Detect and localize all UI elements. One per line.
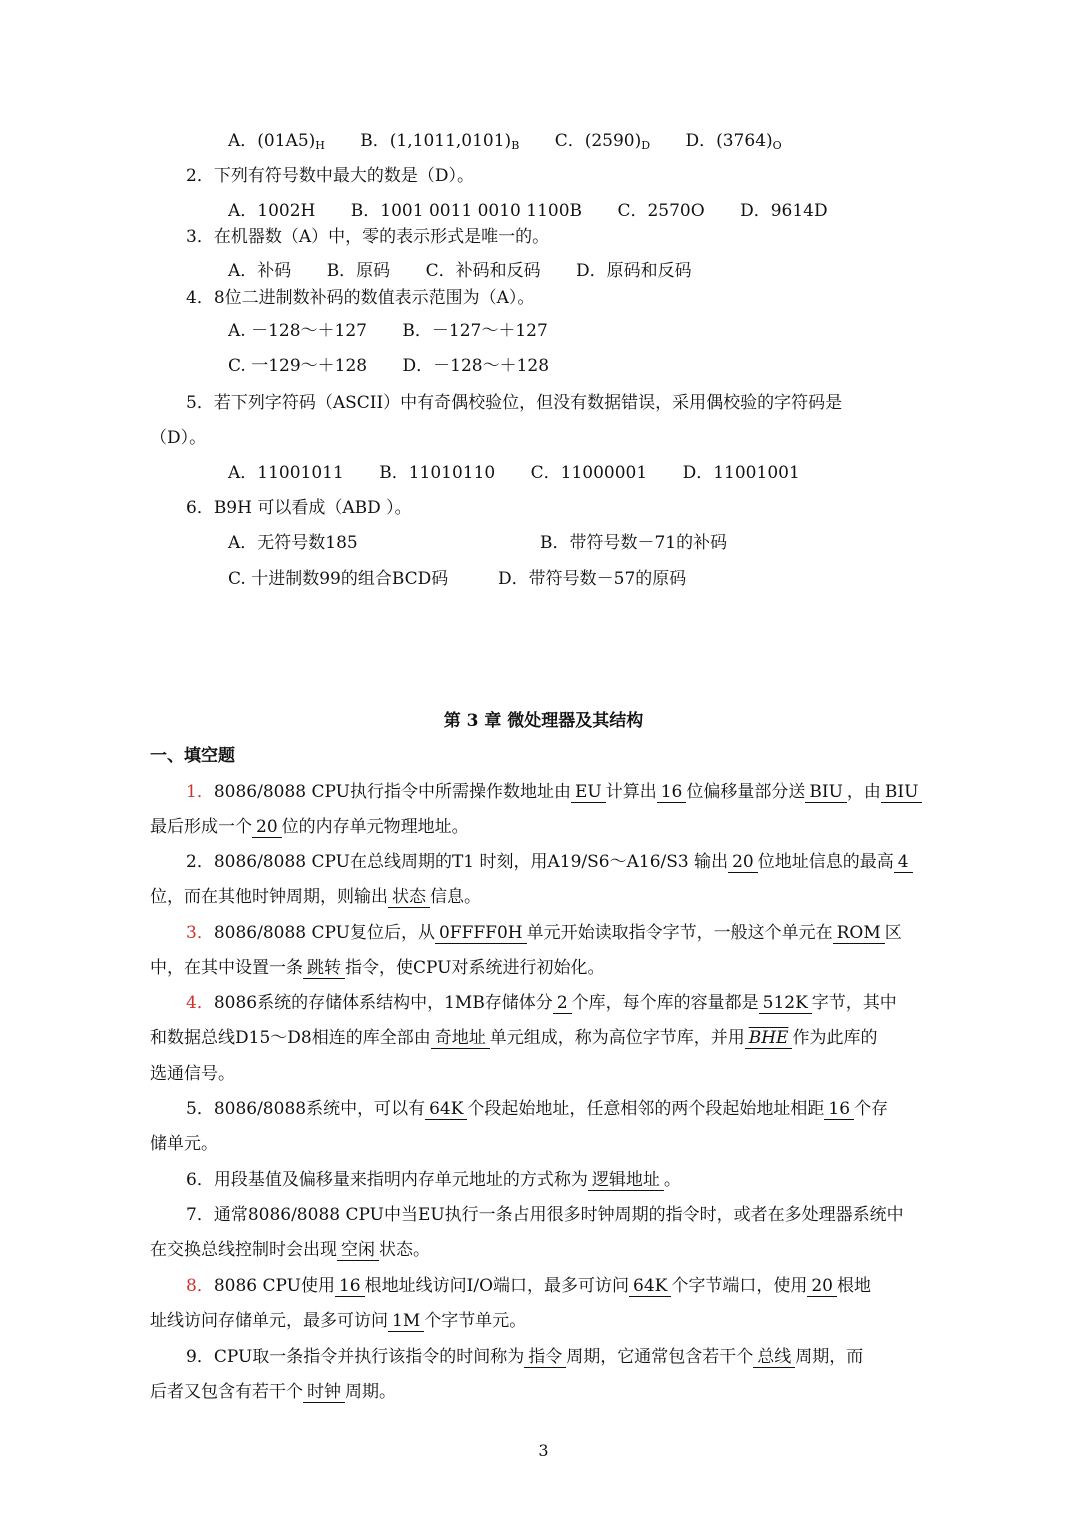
text: 最后形成一个 <box>150 817 252 837</box>
text: 单元开始读取指令字节，一般这个单元在 <box>526 923 833 943</box>
text: 周期，它通常包含若干个 <box>566 1347 754 1367</box>
answer-blank: ROM <box>833 923 885 944</box>
text: 单元组成，称为高位字节库，并用 <box>489 1028 745 1048</box>
text: 个字节单元。 <box>424 1311 527 1331</box>
q2-option-b: B．1001 0011 0010 1100B <box>350 201 583 221</box>
q1-option-a: A．$(01A5)_H$ <box>228 131 325 152</box>
text: 5．8086/8088系统中，可以有 <box>186 1099 426 1119</box>
fill-item-1-line2 <box>150 816 469 838</box>
answer-blank: 20 <box>728 852 758 873</box>
q3-stem: 3．在机器数（A）中，零的表示形式是唯一的。 <box>186 227 550 247</box>
answer-blank: 奇地址 <box>431 1028 490 1049</box>
text: ，由 <box>846 782 881 802</box>
answer-blank: 总线 <box>753 1347 795 1368</box>
fill-item-9-line1 <box>186 1346 863 1368</box>
fill-item-2-line1 <box>186 851 913 873</box>
q2-option-a: A．1002H <box>228 201 316 221</box>
item-number: 4． <box>186 993 214 1013</box>
answer-blank: 16 <box>824 1099 854 1120</box>
answer-blank: 1M <box>388 1311 424 1332</box>
answer-blank: BIU <box>805 782 847 803</box>
page-number: 3 <box>538 1441 549 1460</box>
q4-options-row2 <box>228 355 579 377</box>
item-number: 3． <box>186 923 214 943</box>
q5-option-b: B．11010110 <box>379 463 496 483</box>
text: 个字节端口，使用 <box>671 1276 808 1296</box>
q1-option-c: C．$(2590)_D$ <box>554 131 651 152</box>
text: 根地 <box>837 1276 871 1296</box>
q1-options <box>228 130 812 157</box>
answer-blank: 64K <box>629 1276 671 1297</box>
q4-option-c: C. 一129～＋128 <box>228 356 368 376</box>
text: 2．8086/8088 CPU在总线周期的T1 时刻，用A19/S6～A16/S3 输出 <box>186 852 729 872</box>
text: 周期，而 <box>795 1347 864 1367</box>
fill-item-6 <box>186 1169 681 1191</box>
answer-blank: 跳转 <box>303 958 345 979</box>
fill-item-3-line2 <box>150 957 604 979</box>
q1-option-b: B．$(1,1011,0101)_B$ <box>360 131 520 152</box>
q4-options-row1 <box>228 320 578 342</box>
fill-item-8-line1 <box>186 1275 871 1297</box>
text: 和数据总线D15～D8相连的库全部由 <box>150 1028 431 1048</box>
fill-item-2-line2 <box>150 886 481 908</box>
text: 作为此库的 <box>792 1028 878 1048</box>
text: 位的内存单元物理地址。 <box>281 817 469 837</box>
q4-option-a: A. －128～＋127 <box>228 321 367 341</box>
text: 周期。 <box>345 1382 396 1402</box>
answer-blank: 20 <box>252 817 282 838</box>
text: 位偏移量部分送 <box>686 782 806 802</box>
text: 个库，每个库的容量都是 <box>571 993 759 1013</box>
item-number: 8． <box>186 1276 214 1296</box>
answer-blank: $\overline{BHE}$ <box>745 1028 793 1049</box>
answer-blank: 0FFFF0H <box>435 923 527 944</box>
q3-option-c: C．补码和反码 <box>425 261 541 281</box>
q5-stem-line1: 5．若下列字符码（ASCII）中有奇偶校验位，但没有数据错误，采用偶校验的字符码是 <box>186 393 843 413</box>
q5-options <box>228 462 830 484</box>
text: 字节，其中 <box>811 993 897 1013</box>
text: 8086/8088 CPU执行指令中所需操作数地址由 <box>213 782 571 802</box>
answer-blank: BIU <box>881 782 923 803</box>
q5-stem-line2: （D）。 <box>150 428 207 448</box>
text: 后者又包含有若干个 <box>150 1382 303 1402</box>
fill-item-7-line2 <box>150 1239 430 1261</box>
text: 信息。 <box>430 887 481 907</box>
item-number: 1． <box>186 782 214 802</box>
q5-option-c: C．11000001 <box>530 463 648 483</box>
q2-options <box>228 200 858 222</box>
answer-blank: 状态 <box>388 887 430 908</box>
answer-blank: 指令 <box>524 1347 566 1368</box>
text: 址线访问存储单元，最多可访问 <box>150 1311 388 1331</box>
q6-option-b: B．带符号数－71的补码 <box>540 533 728 553</box>
fill-item-9-line2 <box>150 1381 396 1403</box>
answer-blank: 16 <box>335 1276 365 1297</box>
q6-option-c: C. 十进制数99的组合BCD码 <box>228 569 449 589</box>
q5-option-d: D．11001001 <box>682 463 800 483</box>
fill-item-4-line3: 选通信号。 <box>150 1064 235 1084</box>
q2-stem: 2．下列有符号数中最大的数是（D）。 <box>186 166 474 186</box>
q2-option-d: D．9614D <box>740 201 828 221</box>
q5-option-a: A．11001011 <box>228 463 344 483</box>
text: 中，在其中设置一条 <box>150 958 303 978</box>
text: 指令，使CPU对系统进行初始化。 <box>345 958 605 978</box>
fill-item-1-line1 <box>186 781 922 803</box>
answer-blank: EU <box>571 782 606 803</box>
answer-blank: 20 <box>807 1276 837 1297</box>
q6-stem: 6．B9H 可以看成（ABD ）。 <box>186 498 412 518</box>
text: 个段起始地址，任意相邻的两个段起始地址相距 <box>467 1099 825 1119</box>
q4-option-d: D．－128～＋128 <box>402 356 550 376</box>
fill-item-4-line1 <box>186 992 897 1014</box>
q3-option-a: A．补码 <box>228 261 292 281</box>
text: 状态。 <box>379 1240 430 1260</box>
fill-item-7-line1: 7．通常8086/8088 CPU中当EU执行一条占用很多时钟周期的指令时，或者在多处理器系统中 <box>186 1205 904 1225</box>
chapter-title: 第 3 章 微处理器及其结构 <box>443 711 644 731</box>
q3-option-d: D．原码和反码 <box>576 261 692 281</box>
text: 6．用段基值及偏移量来指明内存单元地址的方式称为 <box>186 1170 588 1190</box>
q3-option-b: B．原码 <box>326 261 391 281</box>
answer-blank: 时钟 <box>303 1382 345 1403</box>
fill-item-5-line1 <box>186 1098 888 1120</box>
q4-stem: 4．8位二进制数补码的数值表示范围为（A）。 <box>186 288 535 308</box>
text: 在交换总线控制时会出现 <box>150 1240 337 1260</box>
q3-options <box>228 260 722 282</box>
q4-option-b: B．－127～＋127 <box>402 321 548 341</box>
answer-blank: 64K <box>425 1099 467 1120</box>
q6-option-a: A．无符号数185 <box>228 533 358 553</box>
fill-item-5-line2: 储单元。 <box>150 1134 218 1154</box>
answer-blank: 空闲 <box>337 1240 379 1261</box>
text: 根地址线访问I/O端口，最多可访问 <box>364 1276 630 1296</box>
answer-blank: 2 <box>553 993 572 1014</box>
fill-item-8-line2 <box>150 1310 526 1332</box>
answer-blank: 4 <box>894 852 913 873</box>
answer-blank: 16 <box>657 782 687 803</box>
text: 个存 <box>854 1099 889 1119</box>
q6-option-d: D．带符号数－57的原码 <box>498 569 687 589</box>
text: 8086/8088 CPU复位后，从 <box>213 923 435 943</box>
text: 。 <box>663 1170 681 1190</box>
q2-option-c: C．2570O <box>617 201 705 221</box>
q1-option-d: D．$(3764)_O$ <box>685 131 782 152</box>
fill-item-3-line1 <box>186 922 902 944</box>
text: 区 <box>884 923 902 943</box>
section-title: 一、填空题 <box>150 746 235 766</box>
text: 8086系统的存储体系结构中，1MB存储体分 <box>213 993 553 1013</box>
text: 9．CPU取一条指令并执行该指令的时间称为 <box>186 1347 525 1367</box>
answer-blank: 512K <box>759 993 812 1014</box>
text: 计算出 <box>605 782 657 802</box>
answer-blank: 逻辑地址 <box>588 1170 664 1191</box>
text: 8086 CPU使用 <box>213 1276 335 1296</box>
text: 位，而在其他时钟周期，则输出 <box>150 887 388 907</box>
fill-item-4-line2 <box>150 1027 877 1049</box>
text: 位地址信息的最高 <box>757 852 894 872</box>
